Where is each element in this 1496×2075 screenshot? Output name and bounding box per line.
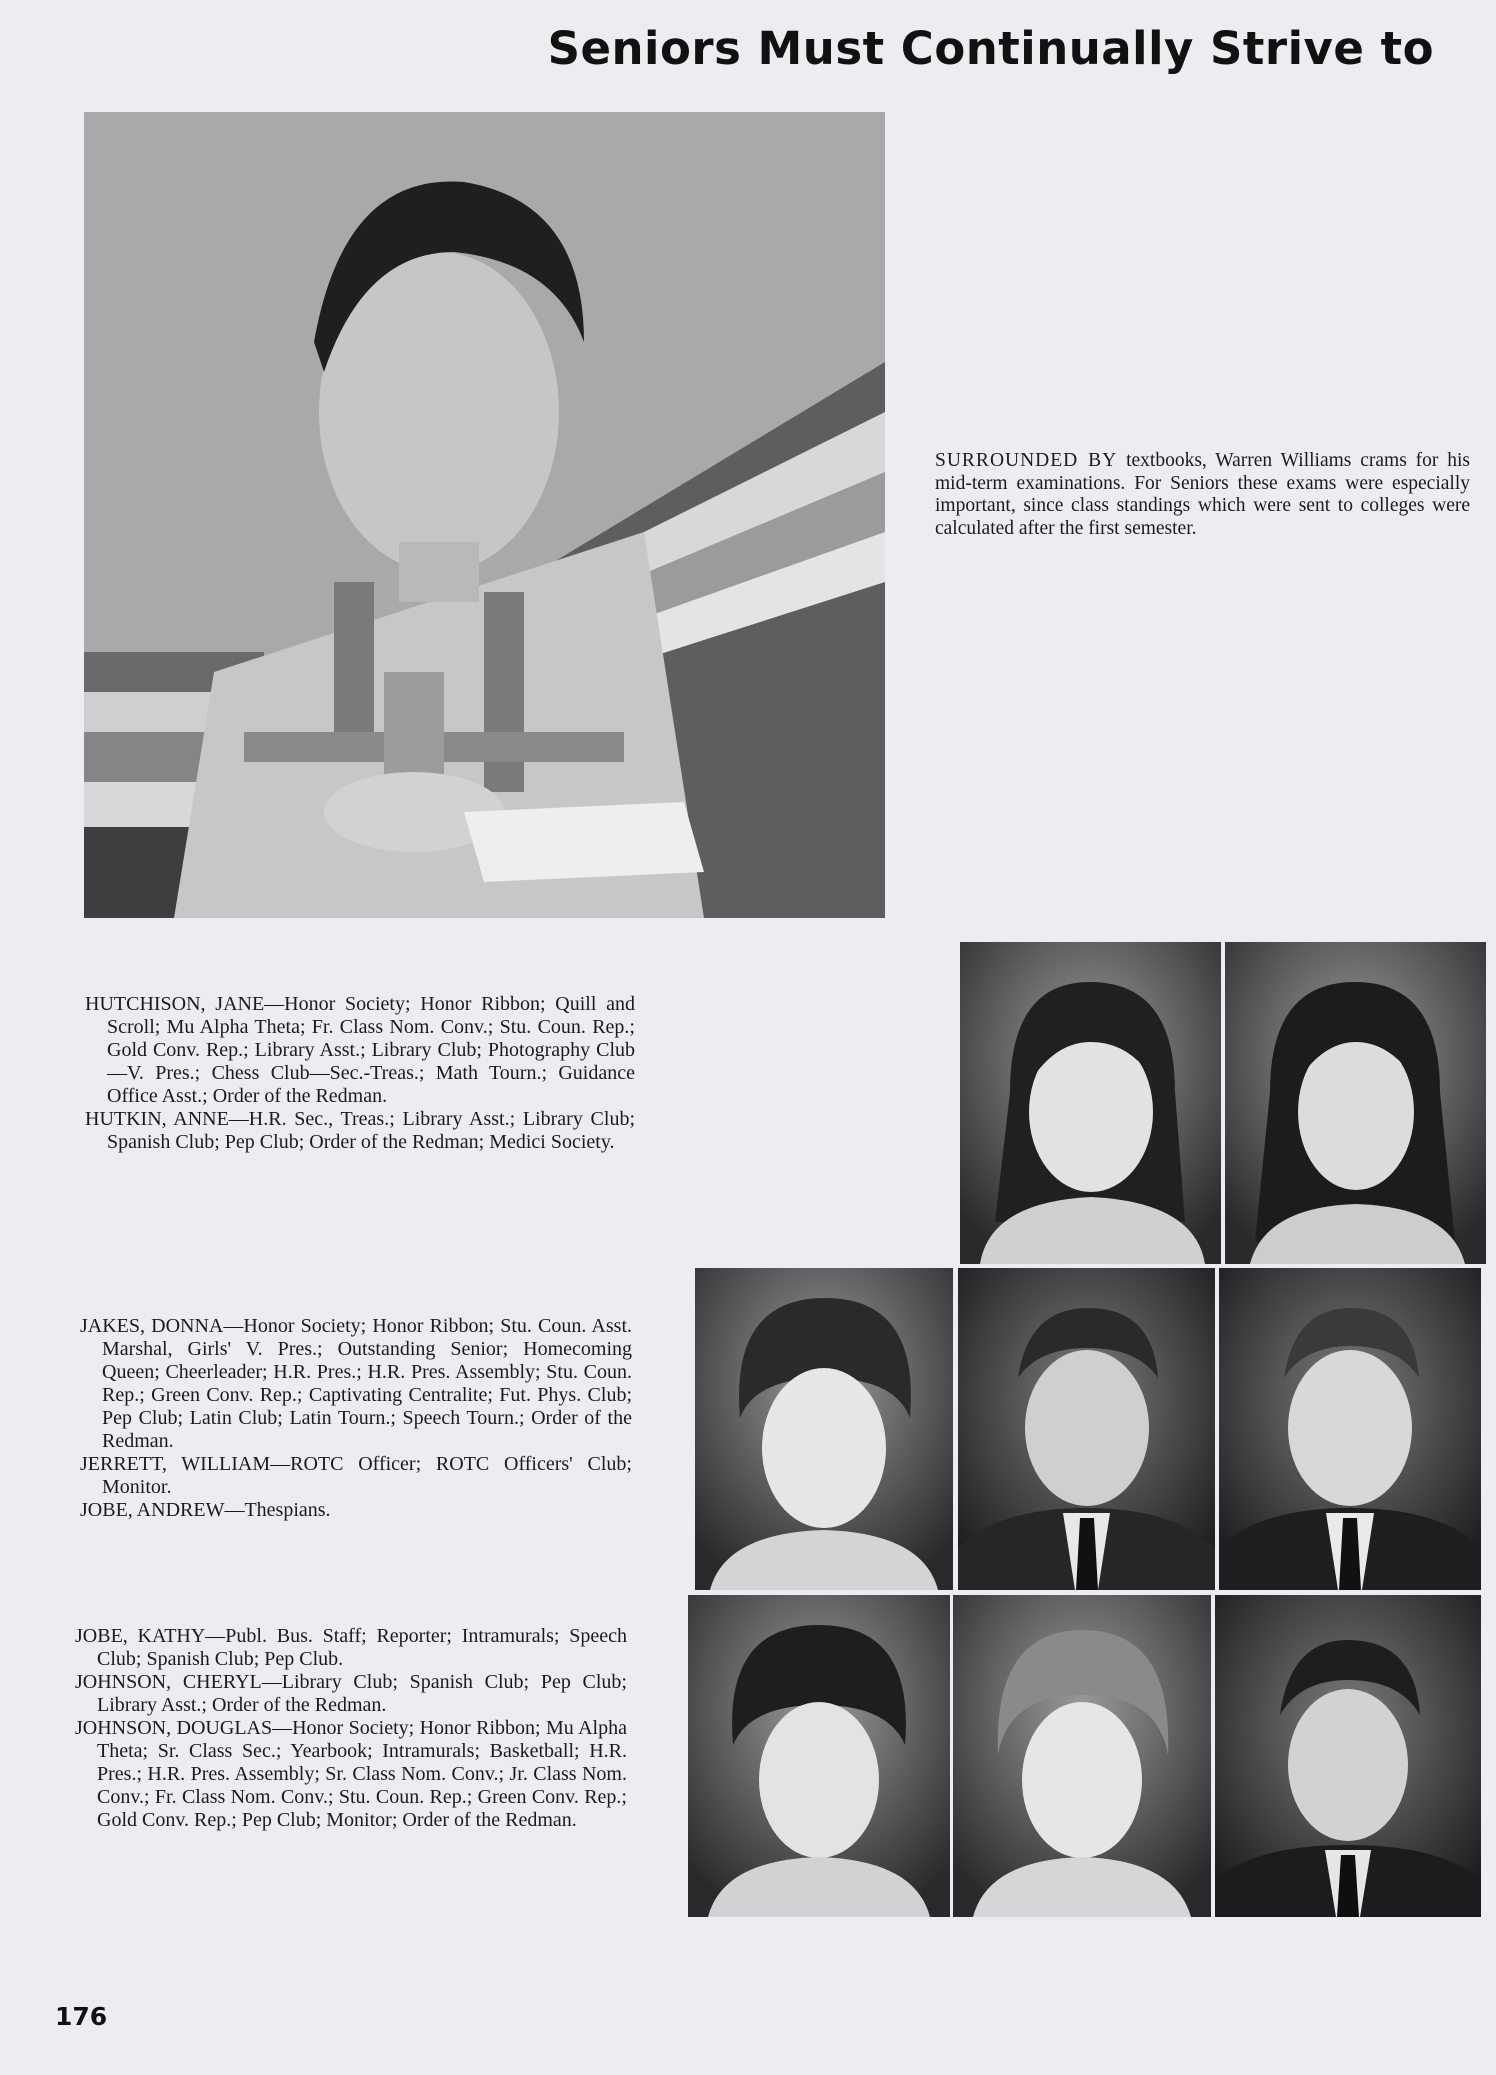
portrait-photo-male [958,1268,1215,1590]
page-number: 176 [55,2002,108,2031]
portrait-photo-female [1225,942,1486,1264]
bio-group-3 [75,1625,627,1832]
page-headline: Seniors Must Continually Strive to [547,22,1434,75]
portrait-photo-female [688,1595,950,1917]
bio-entry: JOBE, KATHY—Publ. Bus. Staff; Reporter; Intramurals; Speech Club; Spanish Club; Pep Club. [75,1625,627,1670]
feature-photo-caption [935,450,1470,540]
bio-entry: JOHNSON, CHERYL—Library Club; Spanish Club; Pep Club; Library Asst.; Order of the Redman. [75,1671,627,1716]
portrait-photo-male [1219,1268,1481,1590]
bio-entry: HUTKIN, ANNE—H.R. Sec., Treas.; Library Asst.; Library Club; Spanish Club; Pep Club; Order of the Redman; Medici Society. [85,1108,635,1153]
portrait-photo-female [960,942,1221,1264]
feature-photo-student-studying [84,112,885,918]
portrait-photo-female [695,1268,953,1590]
bio-group-2 [80,1315,632,1522]
portrait-photo-female [953,1595,1211,1917]
bio-entry: JERRETT, WILLIAM—ROTC Officer; ROTC Officers' Club; Monitor. [80,1453,632,1498]
bio-entry: JOBE, ANDREW—Thespians. [80,1499,331,1521]
portrait-photo-male [1215,1595,1481,1917]
bio-entry: HUTCHISON, JANE—Honor Society; Honor Ribbon; Quill and Scroll; Mu Alpha Theta; Fr. Class Nom. Conv.; Stu. Coun. Rep.; Gold Conv. Rep.; Library Asst.; Library Club; Photography Club—V. Pres.; Chess Club—Sec.-Treas.; Math Tourn.; Guidance Office Asst.; Order of the Redman. [85,993,635,1107]
bio-entry: JOHNSON, DOUGLAS—Honor Society; Honor Ribbon; Mu Alpha Theta; Sr. Class Sec.; Yearbook; Intramurals; Basketball; H.R. Pres.; H.R. Pres. Assembly; Sr. Class Nom. Conv.; Jr. Class Nom. Conv.; Fr. Class Nom. Conv.; Stu. Coun. Rep.; Green Conv. Rep.; Gold Conv. Rep.; Pep Club; Monitor; Order of the Redman. [75,1717,627,1831]
bio-entry: JAKES, DONNA—Honor Society; Honor Ribbon; Stu. Coun. Asst. Marshal, Girls' V. Pres.; Outstanding Senior; Homecoming Queen; Cheerleader; H.R. Pres.; H.R. Pres. Assembly; Stu. Coun. Rep.; Green Conv. Rep.; Captivating Centralite; Fut. Phys. Club; Pep Club; Latin Club; Latin Tourn.; Speech Tourn.; Order of the Redman. [80,1315,632,1452]
caption-lead: SURROUNDED BY [935,450,1118,471]
bio-group-1 [85,993,635,1154]
caption-body: textbooks, Warren Williams crams for his mid-term examinations. For Seniors these exams were especially important, since class standings which were sent to colleges were calculated after the first semester. [935,450,1470,539]
